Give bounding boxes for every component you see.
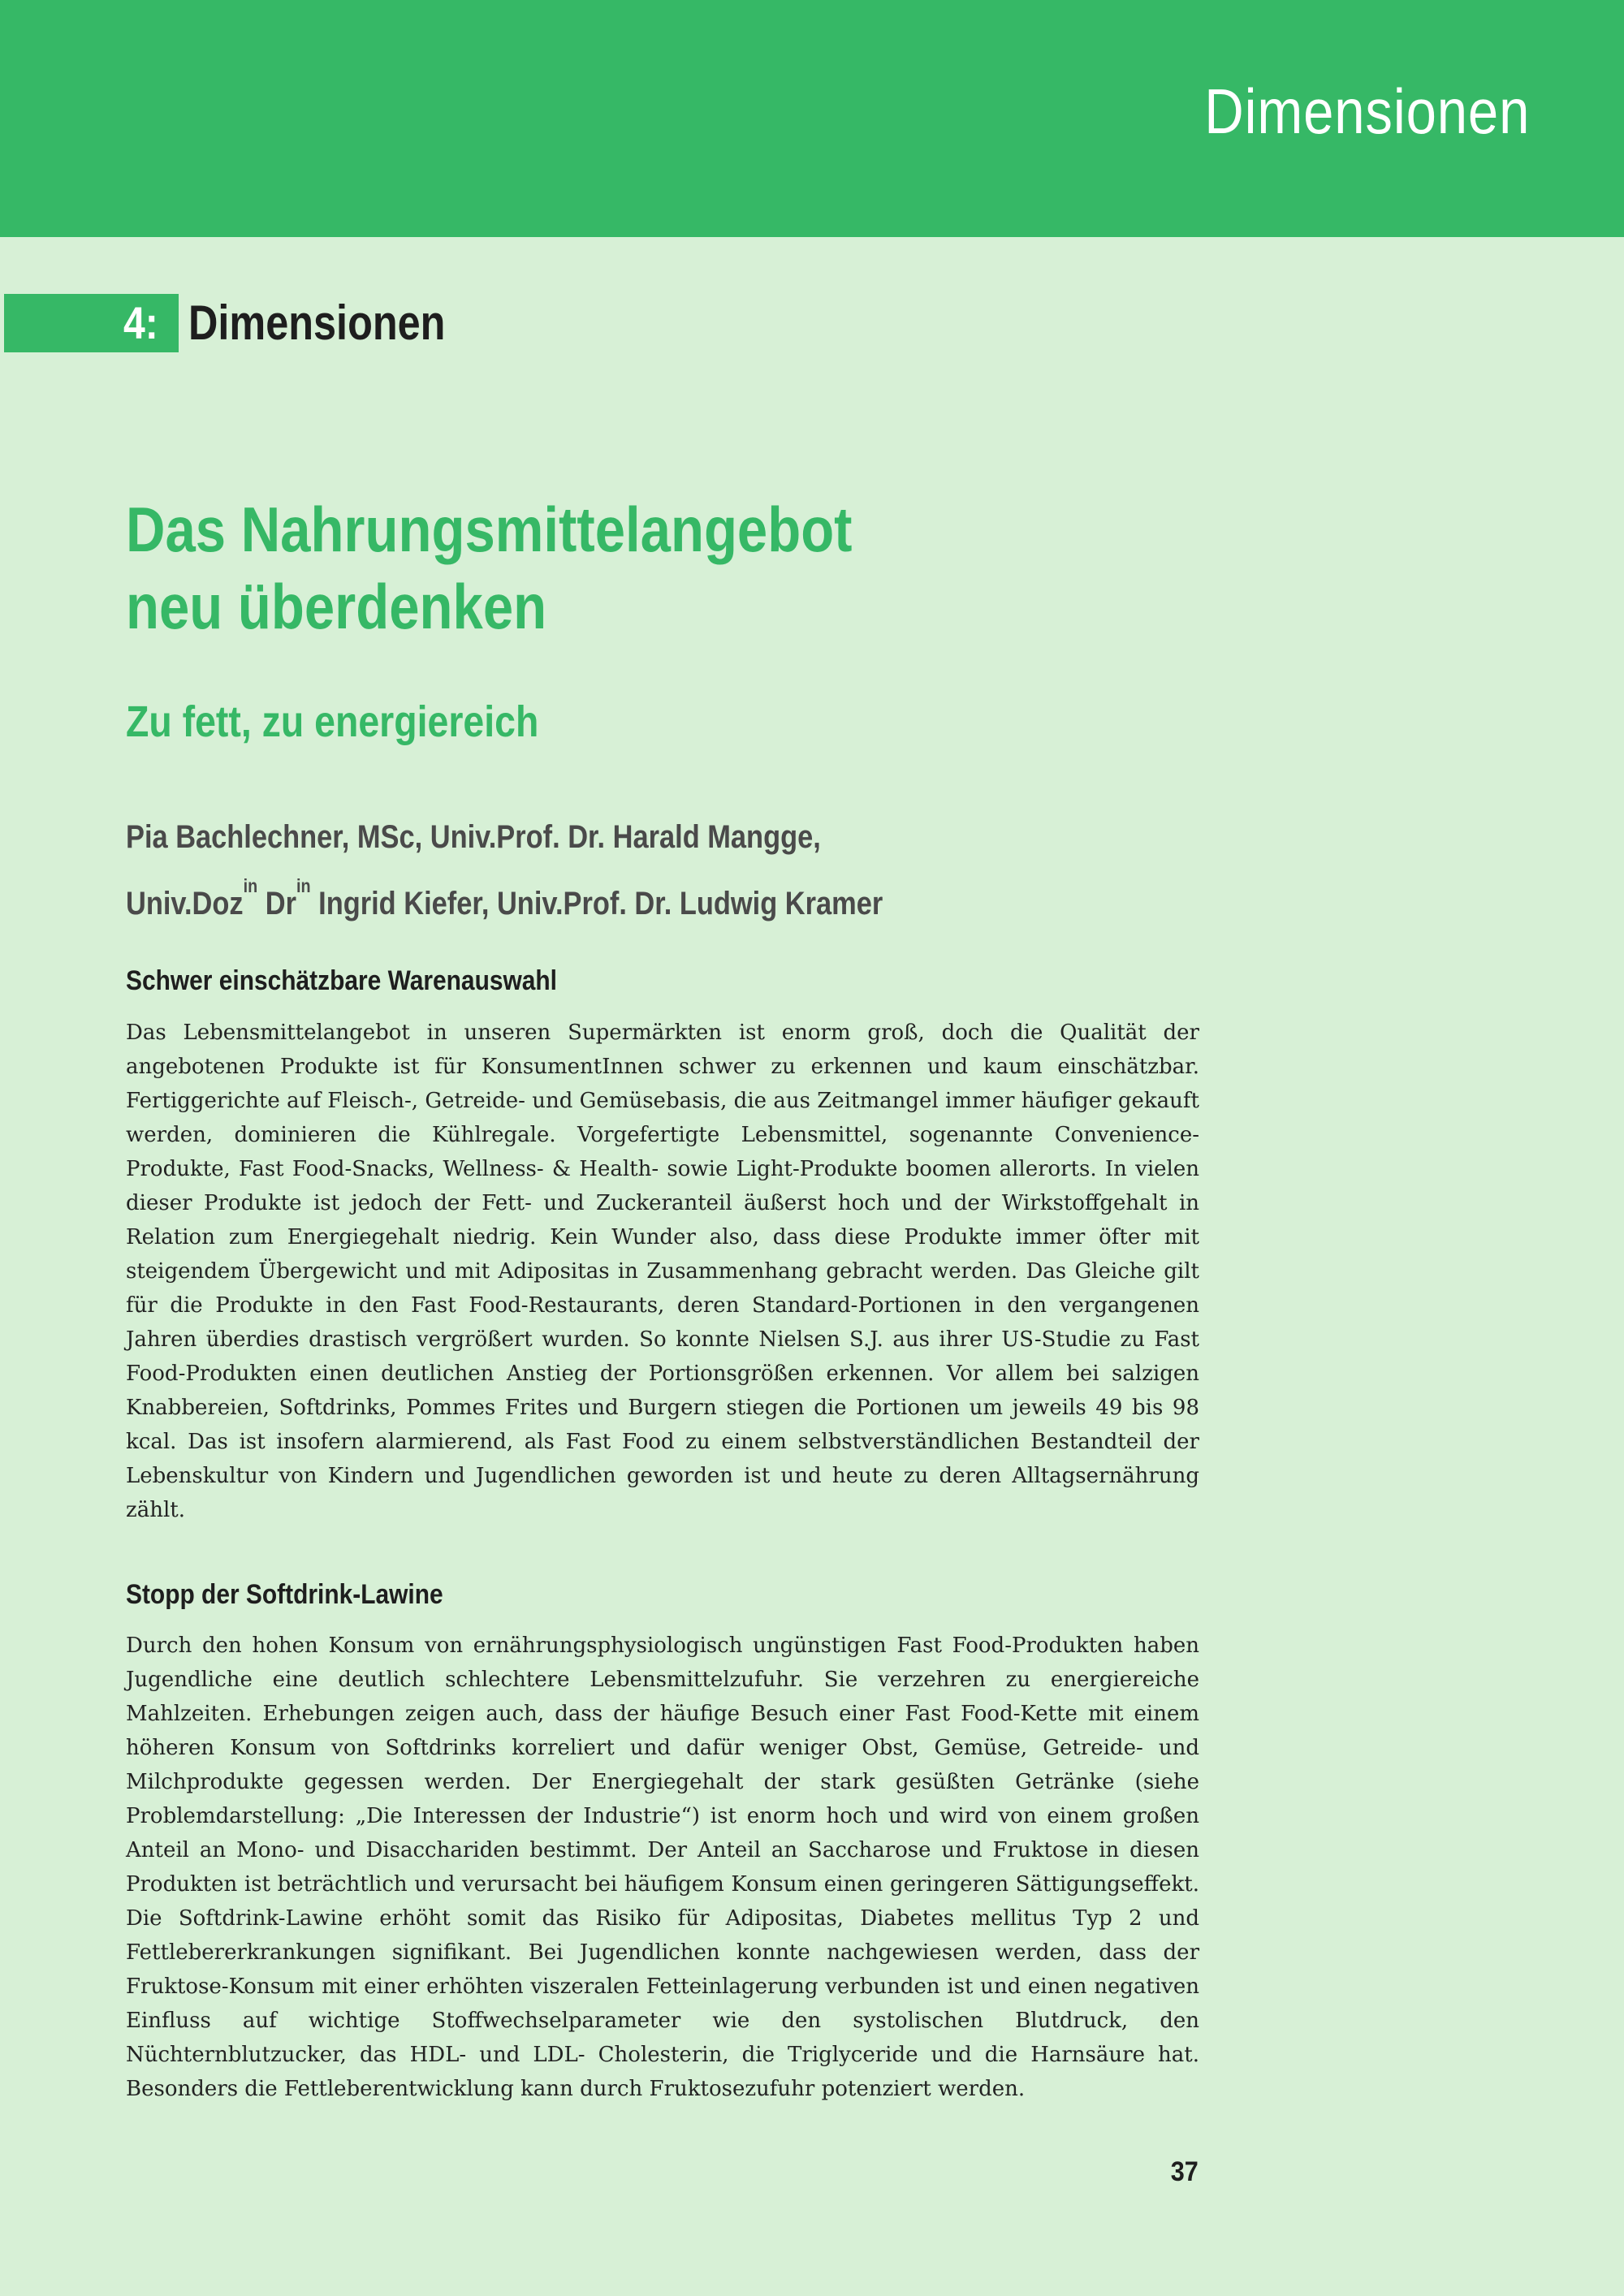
page-number: 37 bbox=[1170, 2156, 1199, 2187]
chapter-number: 4: bbox=[123, 297, 158, 348]
article-title bbox=[126, 491, 1104, 645]
authors-line-2-sup-1: in bbox=[243, 875, 258, 896]
article-title-line-1: Das Nahrungsmittelangebot bbox=[126, 494, 853, 565]
chapter-title: Dimensionen bbox=[188, 296, 446, 350]
section-heading-1: Schwer einschätzbare Warenauswahl bbox=[126, 965, 557, 996]
authors-line-2-part-3: Ingrid Kiefer, Univ.Prof. Dr. Ludwig Kramer bbox=[310, 886, 883, 921]
authors-line-2 bbox=[126, 870, 883, 937]
authors-line-2-sup-2: in bbox=[296, 875, 311, 896]
article-subtitle: Zu fett, zu energiereich bbox=[126, 697, 539, 746]
section-paragraph-1: Das Lebensmittelangebot in unseren Supermärkten ist enorm groß, doch die Qualität der angebotenen Produkte ist für KonsumentInnen schwer zu erkennen und kaum einschätzbar. Fertiggerichte auf Fleisch-, Getreide- und Gemüsebasis, die aus Zeitmangel immer häufiger gekauft werden, dominieren die Kühlregale. Vorgefertigte Lebensmittel, sogenannte Convenience-Produkte, Fast Food-Snacks, Wellness- & Health- sowie Light-Produkte boomen allerorts. In vielen dieser Produkte ist jedoch der Fett- und Zuckeranteil äußerst hoch und der Wirkstoffgehalt in Relation zum Energiegehalt niedrig. Kein Wunder also, dass diese Produkte immer öfter mit steigendem Übergewicht und mit Adipositas in Zusammenhang gebracht werden. Das Gleiche gilt für die Produkte in den Fast Food-Restaurants, deren Standard-Portionen in den vergangenen Jahren überdies drastisch vergrößert wurden. So konnte Nielsen S.J. aus ihrer US-Studie zu Fast Food-Produkten einen deutlichen Anstieg der Portionsgrößen erkennen. Vor allem bei salzigen Knabbereien, Softdrinks, Pommes Frites und Burgern stiegen die Portionen um jeweils 49 bis 98 kcal. Das ist insofern alarmierend, als Fast Food zu einem selbstverständlichen Bestandteil der Lebenskultur von Kindern und Jugendlichen geworden ist und heute zu deren Alltagsernährung zählt. bbox=[126, 1021, 1199, 1522]
article-title-line-2: neu überdenken bbox=[126, 571, 547, 642]
article-authors bbox=[126, 804, 883, 937]
running-header-title: Dimensionen bbox=[1204, 76, 1530, 147]
authors-line-2-part-1: Univ.Doz bbox=[126, 886, 244, 921]
section-paragraph-2: Durch den hohen Konsum von ernährungsphysiologisch ungünstigen Fast Food-Produkten haben Jugendliche eine deutlich schlechtere Lebensmittelzufuhr. Sie verzehren zu energiereiche Mahlzeiten. Erhebungen zeigen auch, dass der häufige Besuch einer Fast Food-Kette mit einem höheren Konsum von Softdrinks korreliert und dafür weniger Obst, Gemüse, Getreide- und Milchprodukte gegessen werden. Der Energiegehalt der stark gesüßten Getränke (siehe Problemdarstellung: „Die Interessen der Industrie“) ist enorm hoch und wird von einem großen Anteil an Mono- und Disacchariden bestimmt. Der Anteil an Saccharose und Fruktose in diesen Produkten ist beträchtlich und verursacht bei häufigem Konsum einen geringeren Sättigungseffekt. Die Softdrink-Lawine erhöht somit das Risiko für Adipositas, Diabetes mellitus Typ 2 und Fettlebererkrankungen signifikant. Bei Jugendlichen konnte nachgewiesen werden, dass der Fruktose-Konsum mit einer erhöhten viszeralen Fetteinlagerung verbunden ist und einen negativen Einfluss auf wichtige Stoffwechselparameter wie den systolischen Blutdruck, den Nüchternblutzucker, das HDL- und LDL- Cholesterin, die Triglyceride und die Harnsäure hat. Besonders die Fettleberentwicklung kann durch Fruktosezufuhr potenziert werden. bbox=[126, 1634, 1199, 2101]
authors-line-1: Pia Bachlechner, MSc, Univ.Prof. Dr. Harald Mangge, bbox=[126, 819, 821, 855]
section-heading-2: Stopp der Softdrink-Lawine bbox=[126, 1579, 443, 1610]
authors-line-2-part-2: Dr bbox=[257, 886, 297, 921]
